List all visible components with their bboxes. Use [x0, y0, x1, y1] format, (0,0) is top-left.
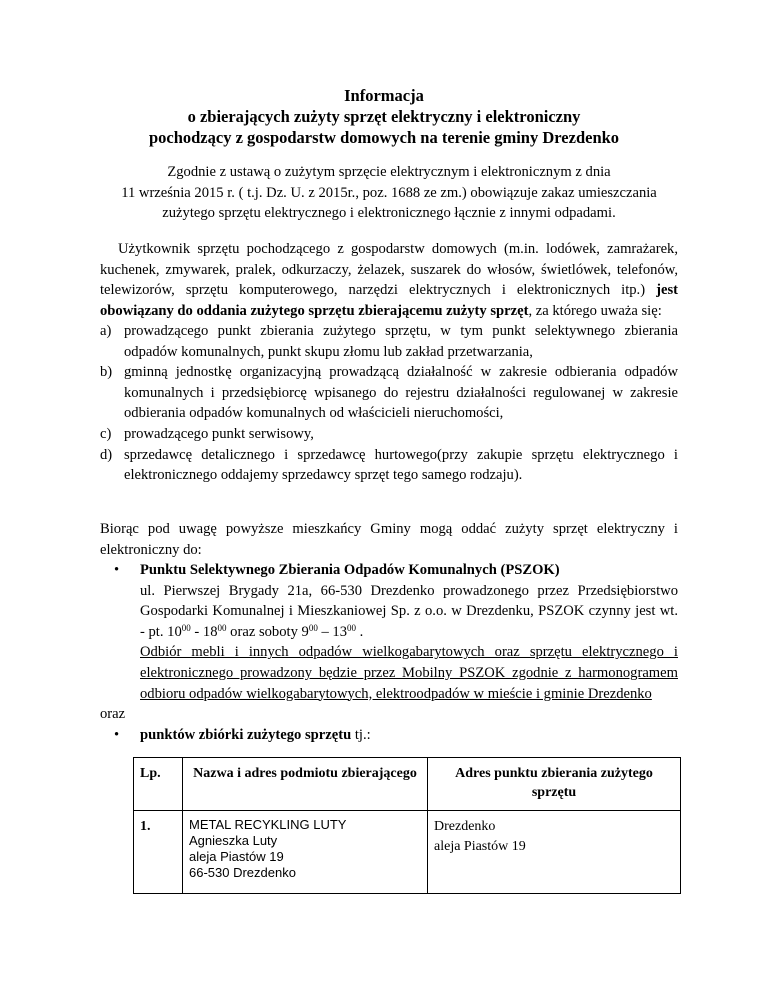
list-marker: c)	[100, 425, 112, 442]
pszok-address: ul. Pierwszej Brygady 21a, 66-530 Drezdenko prowadzonego przez Przedsiębiorstwo Gospodarki Komunalnej i Mieszkaniowej Sp. z o.o. w Drezdenku, PSZOK czynny jest	[140, 582, 678, 620]
user-paragraph-end: , za którego uważa się:	[528, 302, 662, 319]
intro-line-3: zużytego sprzętu elektrycznego i elektronicznego łącznie z innymi odpadami.	[162, 205, 616, 222]
list-item-text: sprzedawcę detalicznego i sprzedawcę hurtowego(przy zakupie sprzętu elektrycznego i elektronicznego oddajemy sprzedawcy sprzęt tego samego rodzaju).	[124, 446, 678, 484]
intro-line-1: Zgodnie z ustawą o zużytym sprzęcie elektrycznym i elektronicznym z dnia	[167, 164, 611, 180]
list-item-text: prowadzącego punkt serwisowy,	[124, 425, 314, 442]
cell-lp: 1.	[134, 811, 183, 894]
collection-points-suffix: tj.:	[351, 727, 371, 743]
table-row	[134, 811, 681, 894]
pszok-text	[140, 560, 678, 704]
list-item-text: gminną jednostkę organizacyjną prowadzącą działalność w zakresie odbierania odpadów komunalnych i przedsiębiorcę wpisanego do rejestru działalności regulowanej w zakresie odbierania odpadów komunalnych od właścicieli nieruchomości,	[124, 364, 678, 422]
residents-paragraph: Biorąc pod uwagę powyższe mieszkańcy Gminy mogą oddać zużyty sprzęt elektryczny i elektroniczny do:	[100, 521, 678, 558]
collection-points-heading: punktów zbiórki zużytego sprzętu	[140, 727, 352, 743]
intro-paragraph	[100, 162, 678, 224]
list-item	[100, 445, 678, 486]
intro-line-2: 11 września 2015 r. ( t.j. Dz. U. z 2015r., poz. 1688 ze zm.) obowiązuje zakaz umieszczania	[121, 184, 657, 201]
title-line-2: o zbierających zużyty sprzęt elektryczny i elektroniczny	[187, 107, 581, 126]
user-paragraph-start: Użytkownik sprzętu pochodzącego z gospodarstw domowych (m.in. lodówek, zamrażarek, kuchenek, zmywarek, pralek, odkurzaczy, żelazek, suszarek do włosów, świetlówek, telefonów, telewizorów, sprzętu komputerowego, narzędzi elektrycznych i elektronicznych itp.)	[100, 241, 678, 299]
collector-list	[100, 321, 678, 486]
collection-points-table	[133, 757, 681, 894]
header-address: Adres punktu zbierania zużytego sprzętu	[428, 758, 681, 811]
document-title	[0, 85, 768, 148]
list-item-text: prowadzącego punkt zbierania zużytego sprzętu, w tym punkt selektywnego zbierania odpadów komunalnych, punkt skupu złomu lub zakład przetwarzania,	[124, 323, 678, 360]
cell-address: Drezdenko aleja Piastów 19	[428, 811, 681, 894]
mobile-pszok-note: Odbiór mebli i innych odpadów wielkogabarytowych oraz sprzętu elektrycznego i elektronicznego prowadzony będzie przez Mobilny PSZOK zgodnie z harmonogramem odbioru odpadów wielkogabarytowych, elektroodpadów w mieście i gminie Drezdenko	[140, 644, 678, 702]
header-name: Nazwa i adres podmiotu zbierającego	[183, 758, 428, 811]
list-marker: b)	[100, 364, 113, 381]
bullet-icon: •	[114, 727, 120, 743]
list-item	[100, 321, 678, 362]
oraz-label: oraz	[100, 706, 126, 722]
header-lp: Lp.	[134, 758, 183, 811]
list-marker: d)	[100, 446, 113, 463]
list-marker: a)	[100, 323, 112, 339]
cell-name: METAL RECYKLING LUTY Agnieszka Luty aleja Piastów 19 66-530 Drezdenko	[183, 811, 428, 894]
pszok-heading: Punktu Selektywnego Zbierania Odpadów Komunalnych (PSZOK)	[140, 562, 560, 578]
list-item	[100, 362, 678, 424]
title-line-1: Informacja	[344, 86, 424, 105]
table-header-row	[134, 758, 681, 811]
pszok-hours: wt. - pt. $10^{00} - 18^{00}$ oraz soboty $9^{00} - 13^{00}$ .	[140, 603, 678, 640]
list-item	[100, 424, 678, 445]
user-paragraph-obligation: jest obowiązany do oddania zużytego sprzętu zbierającemu zużyty sprzęt	[100, 282, 678, 319]
collection-points-text	[140, 725, 678, 746]
user-paragraph	[100, 239, 678, 321]
bullet-icon: •	[114, 562, 120, 578]
title-line-3: pochodzący z gospodarstw domowych na terenie gminy Drezdenko	[148, 128, 620, 147]
